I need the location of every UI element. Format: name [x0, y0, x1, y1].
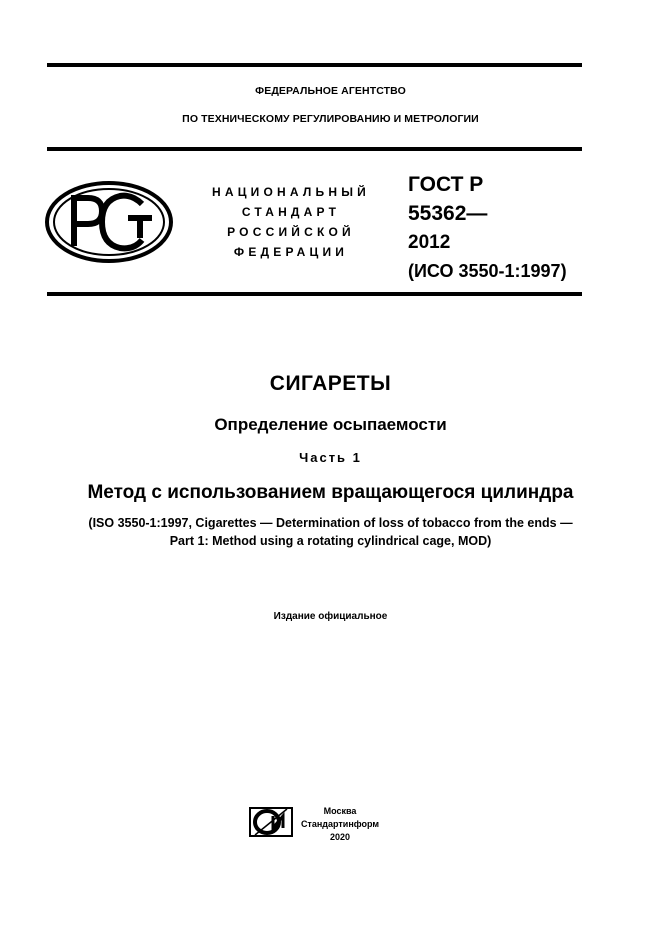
agency-line-1: ФЕДЕРАЛЬНОЕ АГЕНТСТВО: [255, 85, 406, 97]
standard-designation: [408, 170, 567, 286]
national-standard-line-4: ФЕДЕРАЦИИ: [233, 245, 349, 259]
rst-emblem-icon: [44, 180, 174, 269]
designation-line-2: 55362—: [408, 202, 488, 225]
national-standard-line-1: НАЦИОНАЛЬНЫЙ: [211, 185, 371, 199]
iso-reference-line-2: Part 1: Method using a rotating cylindrical cage, MOD): [169, 534, 492, 548]
document-part: Часть 1: [299, 450, 362, 465]
document-method: Метод с использованием вращающегося цилиндра: [87, 482, 574, 503]
national-standard-label: [196, 182, 386, 262]
publisher-info: [300, 805, 380, 844]
designation-line-1: ГОСТ Р: [408, 173, 484, 196]
emblem-rule: [47, 292, 582, 296]
iso-reference-line-1: (ISO 3550-1:1997, Cigarettes — Determination of loss of tobacco from the ends —: [88, 516, 573, 530]
publisher-year: 2020: [329, 832, 351, 842]
iso-reference: [0, 514, 661, 550]
national-standard-line-3: РОССИЙСКОЙ: [227, 225, 355, 239]
national-standard-line-2: СТАНДАРТ: [241, 205, 341, 219]
standartinform-logo-icon: [249, 807, 293, 842]
document-subtitle: Определение осыпаемости: [214, 415, 447, 434]
header-rule: [47, 147, 582, 151]
document-title: СИГАРЕТЫ: [269, 372, 392, 395]
top-rule: [47, 63, 582, 67]
agency-line-2: ПО ТЕХНИЧЕСКОМУ РЕГУЛИРОВАНИЮ И МЕТРОЛОГИИ: [182, 113, 479, 125]
publisher-name: Стандартинформ: [300, 819, 380, 829]
publisher-city: Москва: [323, 806, 357, 816]
designation-line-3: 2012: [408, 232, 451, 253]
designation-line-4: (ИСО 3550-1:1997): [408, 261, 567, 281]
edition-label: Издание официальное: [273, 611, 388, 622]
